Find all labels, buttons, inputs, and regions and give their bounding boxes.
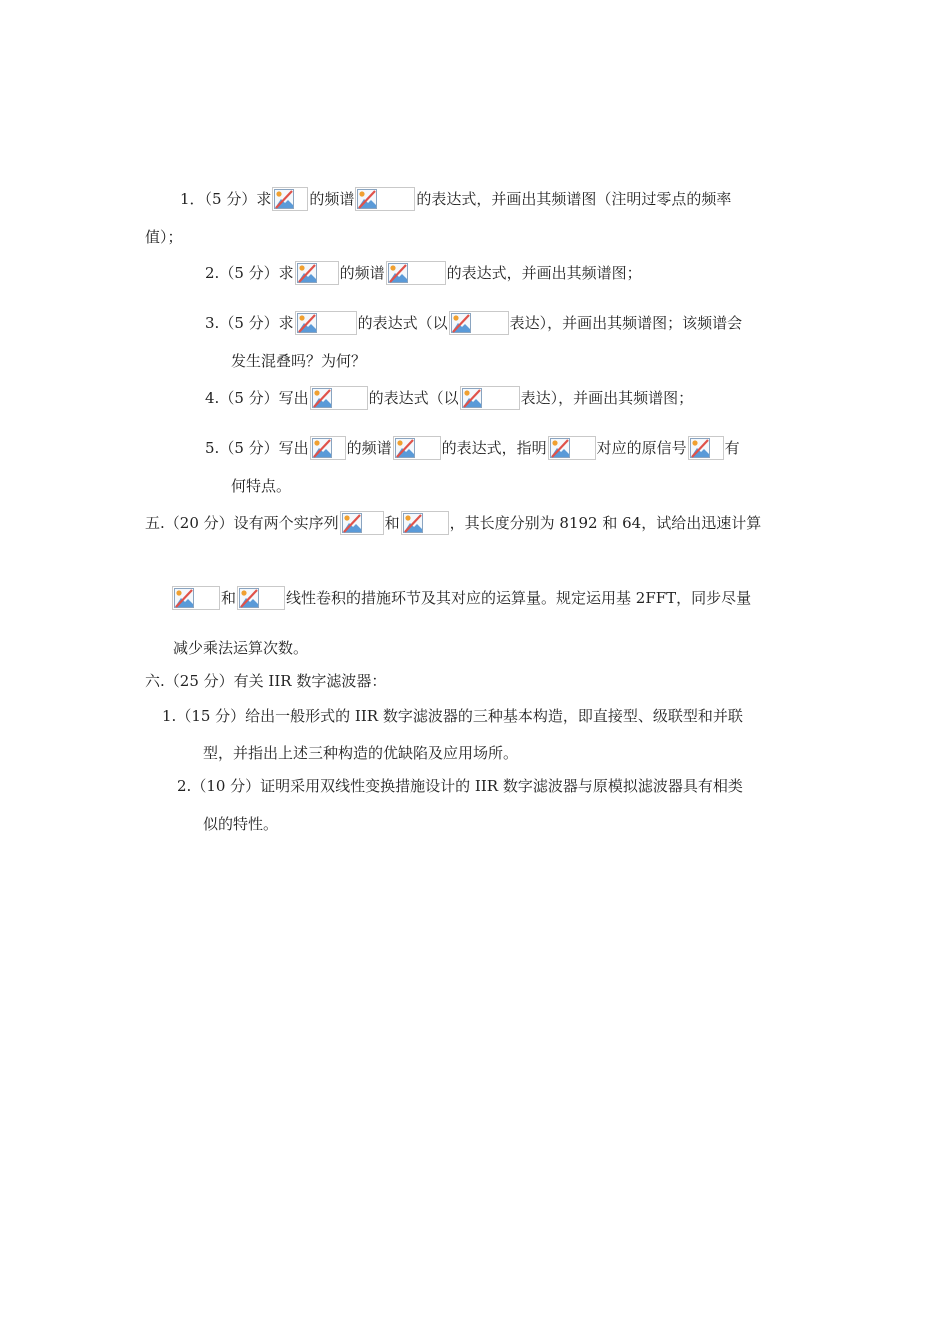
broken-image-icon: [274, 189, 294, 209]
broken-image-icon: [297, 313, 317, 333]
formula-image: [401, 511, 449, 535]
broken-image-icon: [312, 388, 332, 408]
broken-image-icon: [174, 588, 194, 608]
formula-image: [172, 586, 220, 610]
formula-image: [310, 386, 368, 410]
formula-image: [460, 386, 520, 410]
formula-image: [295, 261, 339, 285]
section-6-q2-cont: 似的特性。: [203, 815, 279, 833]
question-3-cont: 发生混叠吗？为何？: [231, 352, 367, 370]
formula-image: [393, 436, 441, 460]
question-3: 3.（5 分）求 的表达式（以 表达），并画出其频谱图；该频谱会: [205, 310, 742, 334]
section-6-q1: 1.（15 分）给出一般形式的 IIR 数字滤波器的三种基本构造，即直接型、级联型和并联: [162, 707, 743, 725]
question-2: 2.（5 分）求 的频谱 的表达式，并画出其频谱图；: [205, 260, 642, 284]
broken-image-icon: [403, 513, 423, 533]
formula-image: [449, 311, 509, 335]
broken-image-icon: [462, 388, 482, 408]
formula-image: [310, 436, 346, 460]
broken-image-icon: [388, 263, 408, 283]
formula-image: [272, 187, 308, 211]
broken-image-icon: [395, 438, 415, 458]
broken-image-icon: [550, 438, 570, 458]
broken-image-icon: [451, 313, 471, 333]
formula-image: [688, 436, 724, 460]
broken-image-icon: [312, 438, 332, 458]
question-5-cont: 何特点。: [231, 477, 292, 495]
question-5: 5.（5 分）写出 的频谱 的表达式，指明 对应的原信号 有: [205, 435, 740, 459]
question-1: 1．（5 分）求 的频谱 的表达式，并画出其频谱图（注明过零点的频率: [180, 186, 731, 210]
formula-image: [355, 187, 415, 211]
section-5-cont: 和 线性卷积的措施环节及其对应的运算量。规定运用基 2FFT，同步尽量: [171, 585, 751, 609]
broken-image-icon: [239, 588, 259, 608]
formula-image: [295, 311, 357, 335]
formula-image: [386, 261, 446, 285]
broken-image-icon: [357, 189, 377, 209]
broken-image-icon: [297, 263, 317, 283]
section-5-cont-2: 减少乘法运算次数。: [173, 639, 309, 657]
formula-image: [340, 511, 384, 535]
section-6-q2: 2.（10 分）证明采用双线性变换措施设计的 IIR 数字滤波器与原模拟滤波器具有相类: [177, 777, 743, 795]
section-5: 五.（20 分）设有两个实序列 和 ，其长度分别为 8192 和 64，试给出迅速计算: [145, 510, 761, 534]
broken-image-icon: [342, 513, 362, 533]
section-6-q1-cont: 型，并指出上述三种构造的优缺陷及应用场所。: [203, 744, 519, 762]
question-1-cont: 值）；: [145, 228, 183, 246]
formula-image: [548, 436, 596, 460]
broken-image-icon: [690, 438, 710, 458]
question-4: 4.（5 分）写出 的表达式（以 表达），并画出其频谱图；: [205, 385, 693, 409]
section-6: 六.（25 分）有关 IIR 数字滤波器：: [145, 672, 387, 690]
formula-image: [237, 586, 285, 610]
